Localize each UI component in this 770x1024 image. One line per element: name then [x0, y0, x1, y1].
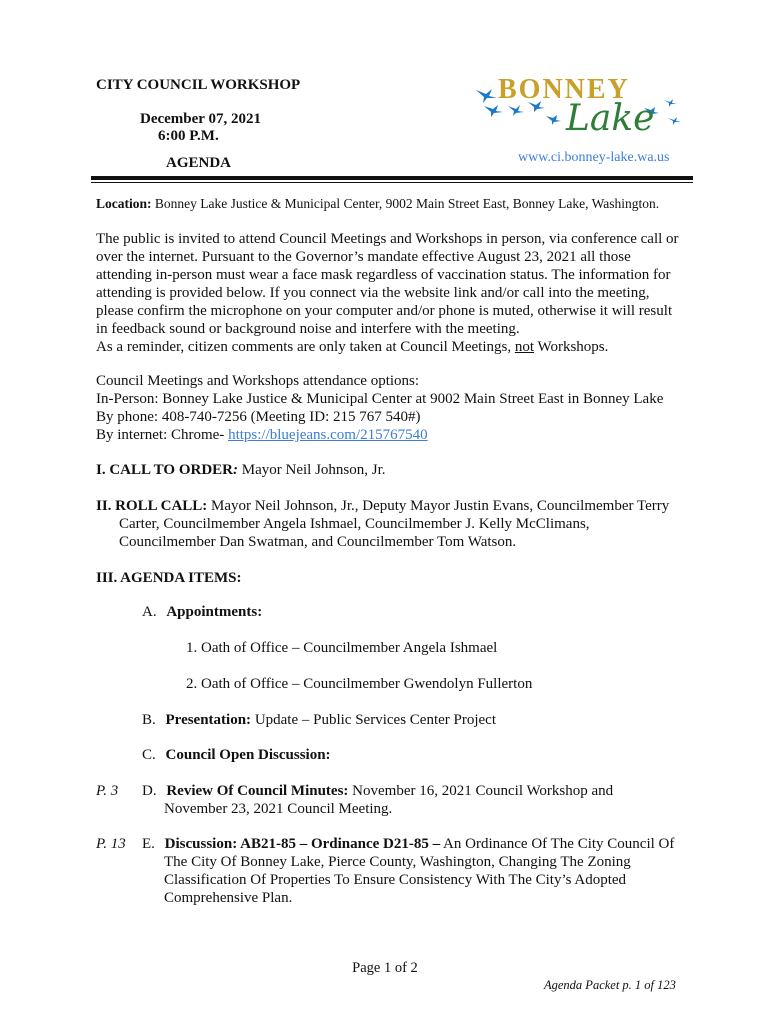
intro-paragraph	[96, 230, 696, 356]
roll-call-line: Carter, Councilmember Angela Ishmael, Councilmember J. Kelly McClimans,	[119, 516, 590, 532]
item-c	[142, 746, 331, 764]
logo-text-bonney: BONNEY	[498, 74, 630, 105]
call-to-order-colon: :	[233, 462, 238, 478]
item-d-title: Review Of Council Minutes:	[166, 783, 349, 799]
agenda-items-heading: III. AGENDA ITEMS:	[96, 570, 242, 586]
item-e-title: Discussion: AB21-85 – Ordinance D21-85 –	[164, 836, 441, 852]
roll-call-line: Councilmember Dan Swatman, and Councilmember Tom Watson.	[119, 534, 517, 550]
item-a-sub-2: 2. Oath of Office – Councilmember Gwendolyn Fullerton	[186, 676, 533, 692]
intro-line: attending in-person must wear a face mask regardless of vaccination status. The information for	[96, 267, 671, 283]
item-b-text: Update – Public Services Center Project	[251, 712, 496, 728]
reminder-post: Workshops.	[534, 339, 609, 355]
intro-line: over the internet. Pursuant to the Governor’s mandate effective August 23, 2021 all those	[96, 249, 631, 265]
roll-call-label: II. ROLL CALL:	[96, 498, 208, 514]
item-e-text: The City Of Bonney Lake, Pierce County, Washington, Changing The Zoning	[164, 854, 631, 870]
logo-text-lake: Lake	[566, 98, 655, 139]
item-c-title: Council Open Discussion:	[165, 747, 331, 763]
attendance-in-person: In-Person: Bonney Lake Justice & Municipal Center at 9002 Main Street East in Bonney Lake	[96, 391, 664, 407]
attendance-internet	[96, 426, 696, 444]
website-link[interactable]: www.ci.bonney-lake.wa.us	[518, 150, 670, 165]
item-a-sub-1: 1. Oath of Office – Councilmember Angela Ishmael	[186, 640, 498, 656]
item-letter: D.	[142, 783, 157, 799]
intro-line: The public is invited to attend Council Meetings and Workshops in person, via conference call or	[96, 231, 679, 247]
item-a-title: Appointments:	[166, 604, 263, 620]
call-to-order-text: Mayor Neil Johnson, Jr.	[238, 462, 386, 478]
roll-call-line: Mayor Neil Johnson, Jr., Deputy Mayor Justin Evans, Councilmember Terry	[207, 498, 670, 514]
item-letter: E.	[142, 836, 155, 852]
location-line	[96, 196, 659, 212]
item-d-text: November 16, 2021 Council Workshop and	[348, 783, 614, 799]
meeting-time: 6:00 P.M.	[158, 128, 219, 144]
meeting-date: December 07, 2021	[140, 111, 261, 127]
intro-line: attending is provided below. If you connect via the website link and/or call into the meeting,	[96, 285, 650, 301]
item-letter: C.	[142, 747, 156, 763]
item-d	[142, 782, 613, 818]
item-b-title: Presentation:	[165, 712, 252, 728]
page-number: Page 1 of 2	[352, 960, 418, 976]
bluejeans-link[interactable]: https://bluejeans.com/215767540	[228, 427, 428, 443]
reminder-pre: As a reminder, citizen comments are only taken at Council Meetings,	[96, 339, 515, 355]
reminder-not: not	[514, 339, 535, 355]
internet-label: By internet: Chrome-	[96, 427, 229, 443]
agenda-packet-page: Agenda Packet p. 1 of 123	[544, 978, 676, 992]
reminder-line	[96, 338, 696, 356]
item-e-page-ref: P. 13	[96, 836, 126, 852]
item-e-text: An Ordinance Of The City Council Of	[440, 836, 675, 852]
roll-call	[96, 497, 669, 551]
item-e-text: Comprehensive Plan.	[164, 890, 293, 906]
item-a	[142, 603, 262, 621]
call-to-order	[96, 461, 386, 479]
item-e	[142, 835, 674, 907]
attendance-heading: Council Meetings and Workshops attendance options:	[96, 373, 420, 389]
header-rule-thin	[91, 182, 693, 183]
item-b	[142, 711, 496, 729]
item-letter: A.	[142, 604, 157, 620]
item-letter: B.	[142, 712, 156, 728]
attendance-phone: By phone: 408-740-7256 (Meeting ID: 215 767 540#)	[96, 409, 421, 425]
document-title: CITY COUNCIL WORKSHOP	[96, 77, 301, 93]
location-text: Bonney Lake Justice & Municipal Center, 9002 Main Street East, Bonney Lake, Washington.	[151, 196, 660, 211]
bonney-lake-logo	[468, 76, 688, 138]
header-rule-thick	[91, 176, 693, 180]
intro-line: please confirm the microphone on your computer and/or phone is muted, otherwise it will result	[96, 303, 673, 319]
call-to-order-label: I. CALL TO ORDER	[96, 462, 233, 478]
item-d-text: November 23, 2021 Council Meeting.	[164, 801, 393, 817]
intro-line: in feedback sound or background noise and interfere with the meeting.	[96, 321, 520, 337]
item-e-text: Classification Of Properties To Ensure Consistency With The City’s Adopted	[164, 872, 627, 888]
location-label: Location:	[96, 196, 152, 211]
item-d-page-ref: P. 3	[96, 783, 119, 799]
agenda-heading: AGENDA	[166, 155, 232, 171]
attendance-options	[96, 372, 696, 444]
